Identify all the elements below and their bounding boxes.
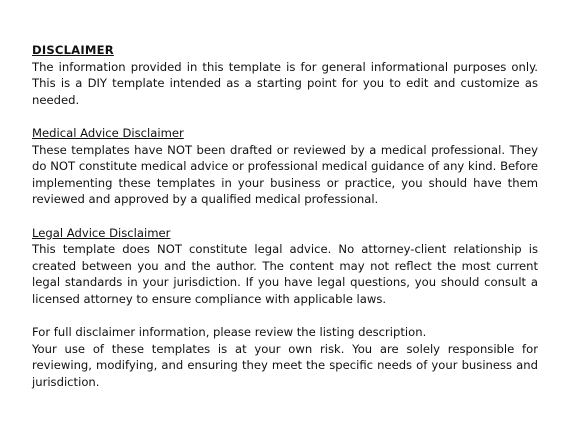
- medical-disclaimer-body: These templates have NOT been drafted or reviewed by a medical professional. They do NOT constitute medical advice or professional medical guidance of any kind. Before implementing these templates in your business or practice, you should have them reviewed and approved by a qualified medical professional.: [32, 142, 538, 207]
- legal-disclaimer-heading: Legal Advice Disclaimer: [32, 225, 171, 240]
- disclaimer-intro: The information provided in this template is for general informational purposes only. This is a DIY template intended as a starting point for you to edit and customize as needed.: [32, 59, 538, 107]
- legal-disclaimer-body: This template does NOT constitute legal advice. No attorney-client relationship is created between you and the author. The content may not reflect the most current legal standards in your jurisdiction. If you have legal questions, you should consult a licensed attorney to ensure compliance with applicable laws.: [32, 242, 538, 306]
- section-spacer: [32, 208, 538, 225]
- medical-disclaimer-heading: Medical Advice Disclaimer: [32, 125, 184, 140]
- disclaimer-heading: DISCLAIMER: [32, 43, 114, 57]
- section-spacer: [32, 108, 538, 125]
- closing-line-listing: For full disclaimer information, please review the listing description.: [32, 325, 427, 340]
- section-spacer: [32, 308, 538, 325]
- closing-line-risk: Your use of these templates is at your own risk. You are solely responsible for reviewing, modifying, and ensuring they meet the specific needs of your business and jurisdiction.: [32, 341, 538, 389]
